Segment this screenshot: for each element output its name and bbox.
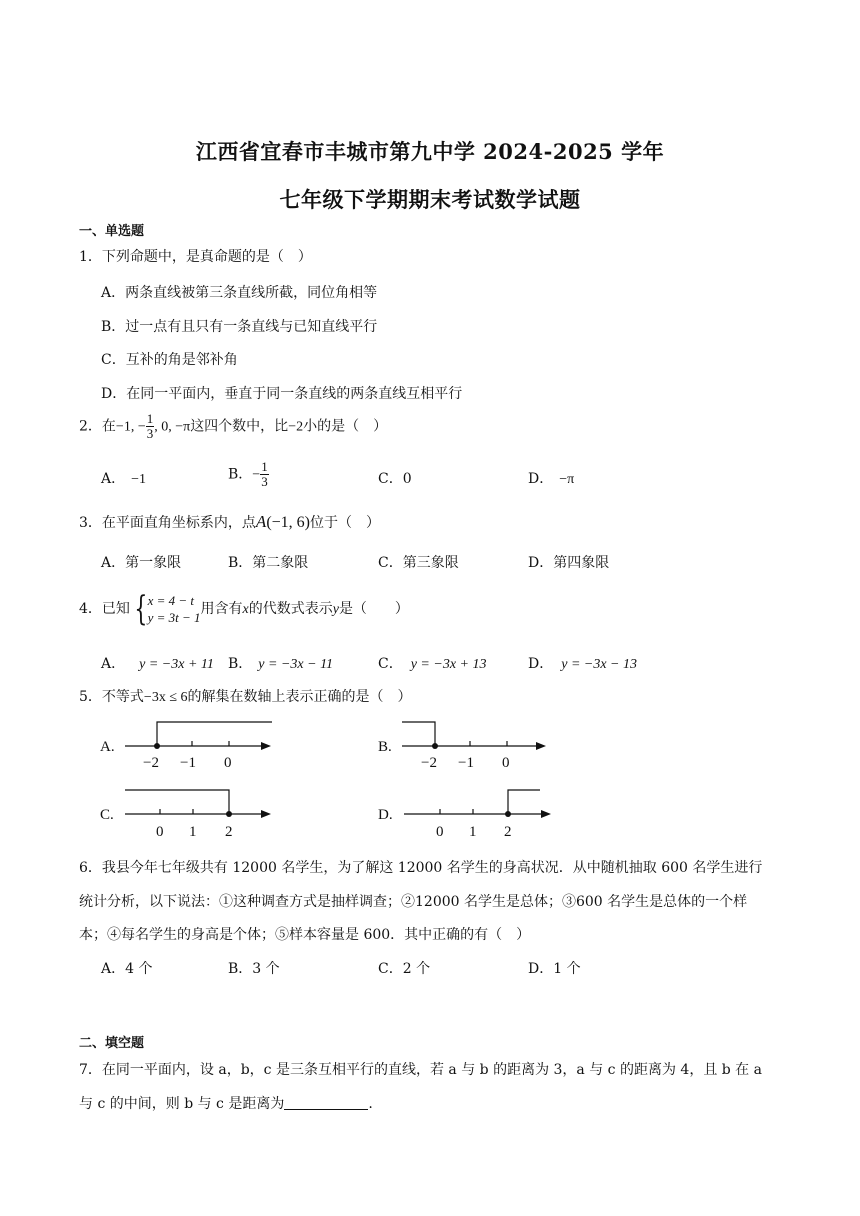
page-title-line1: 江西省宜春市丰城市第九中学 2024-2025 学年 — [195, 139, 665, 164]
page-title-line2: 七年级下学期期末考试数学试题 — [279, 187, 581, 212]
q2-fraction — [146, 412, 155, 441]
q4-c-label: C． — [378, 656, 403, 672]
q2-b-label: B． — [228, 466, 253, 483]
q4-b-expr: y = −3x − 11 — [258, 657, 334, 672]
question-1-stem: 1．下列命题中，是真命题的是（ ） — [79, 249, 312, 265]
q4-var-x: x — [242, 602, 249, 617]
q5-c-tick-label: 2 — [225, 824, 233, 840]
question-3-option-b: B．第二象限 — [228, 555, 309, 571]
question-1-option-c: C．互补的角是邻补角 — [101, 352, 238, 368]
q2-d-value: −π — [559, 472, 575, 487]
question-6-option-b: B．3 个 — [228, 961, 280, 977]
question-4-option-a — [101, 653, 214, 673]
q5-d-tick-label: 2 — [504, 824, 512, 840]
q5-d-tick-label: 1 — [469, 824, 477, 840]
q5-option-c-number-line — [100, 790, 271, 840]
q5-d-arrow — [541, 810, 551, 818]
question-4-stem — [79, 589, 409, 629]
q5-a-tick-label: −2 — [143, 755, 159, 771]
q4-c-expr: y = −3x + 13 — [410, 657, 487, 672]
q7-line2-text: 与 c 的中间，则 b 与 c 是距离为 — [79, 1096, 285, 1112]
q2-pre-text: 2．在 — [79, 418, 116, 435]
q5-option-b-number-line — [378, 722, 546, 771]
q5-option-d-number-line — [378, 790, 551, 840]
question-2-option-d — [528, 468, 574, 488]
q3-point-coords: (−1, 6) — [266, 514, 310, 531]
question-6-line-2: 统计分析，以下说法：①这种调查方式是抽样调查；②12000 名学生是总体；③600 名学生是总体的一个样 — [79, 894, 748, 910]
q2-b-sign: − — [252, 467, 261, 483]
question-1-option-b: B．过一点有且只有一条直线与已知直线平行 — [101, 319, 378, 335]
q5-b-solution-ray — [402, 722, 435, 746]
q5-post-text: 的解集在数轴上表示正确的是（ ） — [187, 689, 412, 705]
q5-number-lines — [0, 710, 860, 840]
q5-d-solution-ray — [508, 790, 540, 814]
question-4-option-d — [528, 653, 637, 673]
q2-post-text: 小的是（ ） — [303, 418, 388, 435]
q4-b-label: B． — [228, 656, 253, 672]
question-2-option-c: C．0 — [378, 471, 412, 487]
q5-a-tick-label: −1 — [180, 755, 196, 771]
q2-b-fraction — [260, 460, 269, 489]
question-2-option-a — [101, 468, 146, 488]
q5-b-solid-dot — [432, 743, 438, 749]
q5-inequality: −3x ≤ 6 — [143, 690, 188, 705]
q5-option-a-number-line — [100, 722, 272, 771]
section-heading-fill-in: 二、填空题 — [79, 1036, 145, 1051]
q5-b-label: B. — [378, 739, 392, 755]
question-3-option-d: D．第四象限 — [528, 555, 610, 571]
q5-c-tick-label: 0 — [156, 824, 164, 840]
q2-mid-text: 这四个数中，比 — [190, 418, 289, 435]
q4-post-text: 是（ ） — [338, 601, 409, 617]
q2-numbers-a: −1, − — [115, 419, 146, 435]
q4-d-label: D． — [528, 656, 554, 672]
q5-a-solid-dot — [154, 743, 160, 749]
q2-a-label: A． — [101, 471, 126, 487]
q4-equation-2: y = 3t − 1 — [147, 610, 201, 625]
q5-pre-text: 5．不等式 — [79, 689, 144, 705]
q5-a-solution-ray — [157, 722, 272, 746]
q2-b-fraction-denominator: 3 — [261, 474, 268, 489]
q7-line2-end: . — [368, 1096, 373, 1112]
question-6-option-c: C．2 个 — [378, 961, 431, 977]
question-4-option-b — [228, 653, 333, 673]
q4-pre-text: 4．已知 — [79, 601, 130, 617]
q3-post-text: 位于（ ） — [310, 515, 380, 531]
q7-answer-blank[interactable] — [284, 1095, 368, 1110]
question-2-option-b — [228, 460, 269, 489]
q3-point-label: A — [255, 512, 267, 531]
q4-mid-text-1: 用含有 — [200, 601, 243, 617]
question-6-line-3: 本；④每名学生的身高是个体；⑤样本容量是 600．其中正确的有（ ） — [79, 927, 531, 943]
question-7-line-1: 7．在同一平面内，设 a，b，c 是三条互相平行的直线，若 a 与 b 的距离为 3，a 与 c 的距离为 4，且 b 在 a — [79, 1062, 762, 1078]
q4-equation-1: x = 4 − t — [147, 593, 194, 608]
q4-d-expr: y = −3x − 13 — [561, 657, 638, 672]
question-1-option-d: D．在同一平面内，垂直于同一条直线的两条直线互相平行 — [101, 386, 463, 402]
q5-b-tick-label: 0 — [502, 755, 510, 771]
question-4-option-c — [378, 653, 487, 673]
q2-a-value: −1 — [131, 472, 147, 487]
q2-numbers-b: , 0, −π — [154, 419, 191, 435]
question-2-stem — [79, 412, 387, 441]
q5-b-tick-label: −2 — [421, 755, 437, 771]
q5-a-arrow — [261, 742, 271, 750]
q5-a-label: A. — [100, 739, 115, 755]
q5-d-tick-label: 0 — [436, 824, 444, 840]
q2-b-fraction-numerator: 1 — [261, 459, 268, 474]
q2-fraction-denominator: 3 — [146, 426, 154, 441]
q5-c-solid-dot — [226, 811, 232, 817]
question-3-option-c: C．第三象限 — [378, 555, 459, 571]
q4-equation-system — [148, 592, 201, 626]
question-6-option-a: A．4 个 — [101, 961, 153, 977]
question-3-option-a: A．第一象限 — [101, 555, 182, 571]
q5-b-arrow — [536, 742, 546, 750]
question-5-stem — [79, 686, 412, 706]
q5-c-arrow — [261, 810, 271, 818]
q2-d-label: D． — [528, 471, 554, 487]
q4-mid-text-2: 的代数式表示 — [248, 601, 333, 617]
q2-fraction-numerator: 1 — [146, 411, 154, 426]
q4-var-y: y — [332, 602, 339, 617]
q5-d-solid-dot — [505, 811, 511, 817]
question-7-line-2 — [79, 1093, 373, 1113]
q3-pre-text: 3．在平面直角坐标系内，点 — [79, 515, 256, 531]
q4-a-label: A． — [101, 656, 126, 672]
q2-compare-value: −2 — [288, 419, 304, 435]
question-6-line-1: 6．我县今年七年级共有 12000 名学生，为了解这 12000 名学生的身高状况．从中随机抽取 600 名学生进行 — [79, 860, 763, 876]
q5-c-label: C. — [100, 807, 114, 823]
q4-a-expr: y = −3x + 11 — [139, 657, 214, 672]
question-3-stem — [79, 512, 380, 532]
section-heading-single-choice: 一、单选题 — [79, 224, 145, 239]
question-6-option-d: D．1 个 — [528, 961, 581, 977]
q5-b-tick-label: −1 — [458, 755, 474, 771]
question-1-option-a: A．两条直线被第三条直线所截，同位角相等 — [101, 285, 378, 301]
q5-a-tick-label: 0 — [224, 755, 232, 771]
q5-d-label: D. — [378, 807, 393, 823]
q5-c-solution-ray — [125, 790, 229, 814]
q5-c-tick-label: 1 — [189, 824, 197, 840]
q4-system-brace: { — [134, 589, 148, 629]
